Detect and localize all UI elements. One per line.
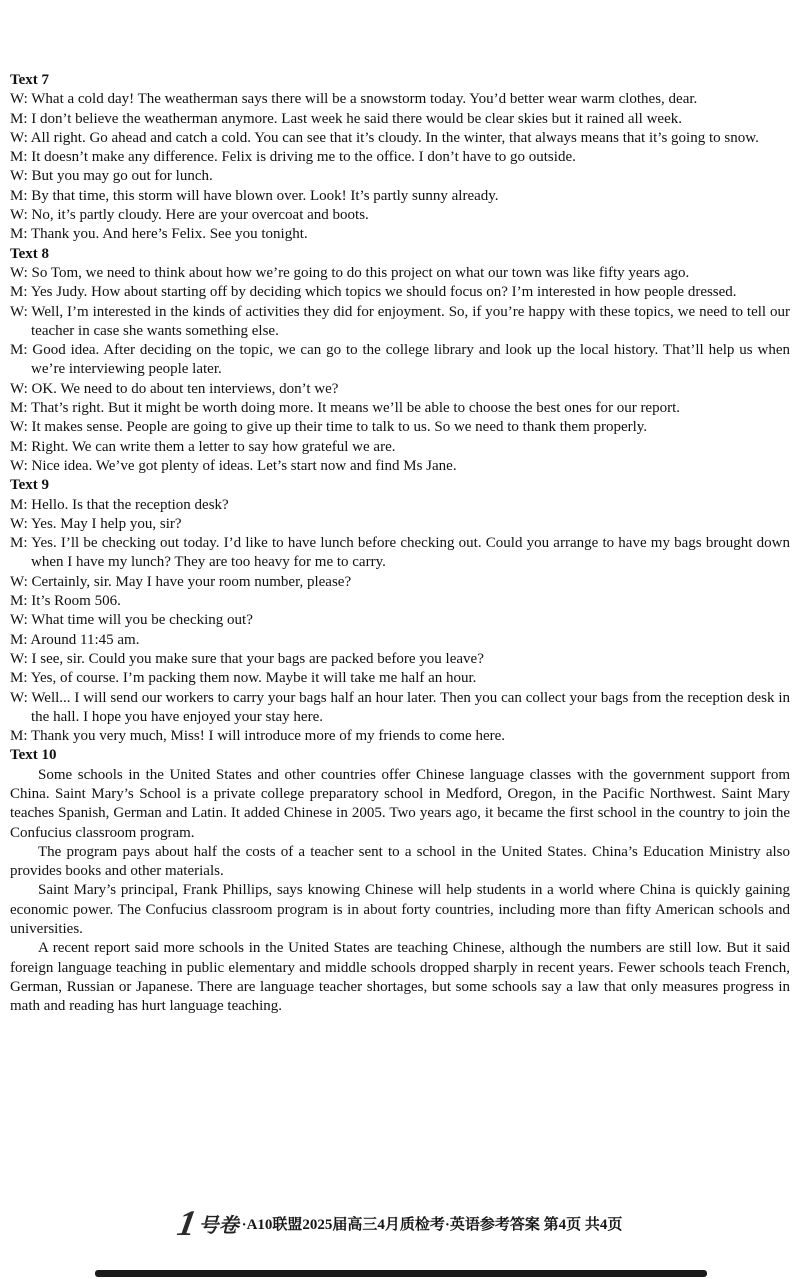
dialogue-line: W: So Tom, we need to think about how we’re going to do this project on what our town was like fifty years ago. [10,264,690,281]
dialogue-line: M: Thank you. And here’s Felix. See you tonight. [10,226,308,243]
dialogue-line: W: Well, I’m interested in the kinds of activities they did for enjoyment. So, if you’re happy with these topics, we need to tell our teacher in case she wants something else. [10,303,790,339]
dialogue-line: W: I see, sir. Could you make sure that your bags are packed before you leave? [10,650,484,667]
dialogue-line: M: Thank you very much, Miss! I will introduce more of my friends to come here. [10,728,506,745]
section-heading: Text 10 [10,747,57,764]
passage-paragraph: Saint Mary’s principal, Frank Phillips, says knowing Chinese will help students in a world where China is quickly gaining economic power. The Confucius classroom program is in about forty countries, including more than fifty American schools and universities. [10,882,790,938]
section-heading: Text 8 [10,245,50,262]
section-heading: Text 7 [10,72,50,88]
dialogue-line: W: No, it’s partly cloudy. Here are your overcoat and boots. [10,207,369,224]
dialogue-line: M: Yes. I’ll be checking out today. I’d like to have lunch before checking out. Could you arrange to have my bags brought down when I have my lunch? They are too heavy for me to carry. [10,535,790,571]
dialogue-line: W: Nice idea. We’ve got plenty of ideas. Let’s start now and find Ms Jane. [10,457,457,474]
passage-paragraph: The program pays about half the costs of a teacher sent to a school in the United States. China’s Education Ministry also provides books and other materials. [10,843,790,880]
passage-paragraph: Some schools in the United States and other countries offer Chinese language classes with the government support from China. Saint Mary’s School is a private college preparatory school in Medford, Oregon, in the Pacific Northwest. Saint Mary teaches Spanish, German and Latin. It added Chinese in 2005. Two years ago, it became the first school in the country to join the Confucius classroom program. [10,766,790,841]
dialogue-line: W: All right. Go ahead and catch a cold. You can see that it’s cloudy. In the winter, that always means that it’s going to snow. [10,129,759,146]
dialogue-line: M: It doesn’t make any difference. Felix is driving me to the office. I don’t have to go outside. [10,149,576,166]
dialogue-line: M: I don’t believe the weatherman anymore. Last week he said there would be clear skies but it rained all week. [10,110,682,127]
dialogue-line: M: By that time, this storm will have blown over. Look! It’s partly sunny already. [10,187,499,204]
dialogue-line: M: Good idea. After deciding on the topic, we can go to the college library and look up the local history. That’ll help us when we’re interviewing people later. [10,342,790,378]
dialogue-line: M: It’s Room 506. [10,593,121,610]
dialogue-line: M: Yes Judy. How about starting off by deciding which topics we should focus on? I’m interested in how people dressed. [10,284,737,301]
dialogue-line: W: Well... I will send our workers to carry your bags half an hour later. Then you can collect your bags from the reception desk in the hall. I hope you have enjoyed your stay here. [10,689,790,725]
dialogue-line: M: Right. We can write them a letter to say how grateful we are. [10,438,396,455]
dialogue-line: W: Yes. May I help you, sir? [10,515,182,532]
dialogue-line: W: But you may go out for lunch. [10,168,213,185]
dialogue-line: W: What time will you be checking out? [10,612,253,629]
brand-numeral-logo-icon: 1 [174,1203,200,1243]
dialogue-line: M: Around 11:45 am. [10,631,140,648]
dialogue-line: M: That’s right. But it might be worth doing more. It means we’ll be able to choose the best ones for our report. [10,400,681,417]
dialogue-line: W: OK. We need to do about ten interviews, don’t we? [10,380,339,397]
dialogue-line: M: Yes, of course. I’m packing them now. Maybe it will take me half an hour. [10,670,477,687]
dialogue-line: W: Certainly, sir. May I have your room number, please? [10,573,352,590]
footer-caption: ·A10联盟2025届高三4月质检考·英语参考答案 第4页 共4页 [241,1216,623,1233]
dialogue-line: W: It makes sense. People are going to give up their time to talk to us. So we need to thank them properly. [10,419,648,436]
scan-edge-artifact [95,1270,707,1277]
passage-paragraph: A recent report said more schools in the United States are teaching Chinese, although the numbers are still low. But it said foreign language teaching in public elementary and middle schools dropped sharply in recent years. Fewer schools teach French, German, Russian or Japanese. There are language teacher shortages, but some schools say a law that only measures progress in math and reading has hurt language teaching. [10,940,790,1015]
dialogue-line: M: Hello. Is that the reception desk? [10,496,229,513]
page-footer [0,1205,800,1241]
dialogue-line: W: What a cold day! The weatherman says there will be a snowstorm today. You’d better wear warm clothes, dear. [10,91,698,108]
brand-name: 号卷 [198,1214,239,1237]
section-heading: Text 9 [10,477,50,494]
